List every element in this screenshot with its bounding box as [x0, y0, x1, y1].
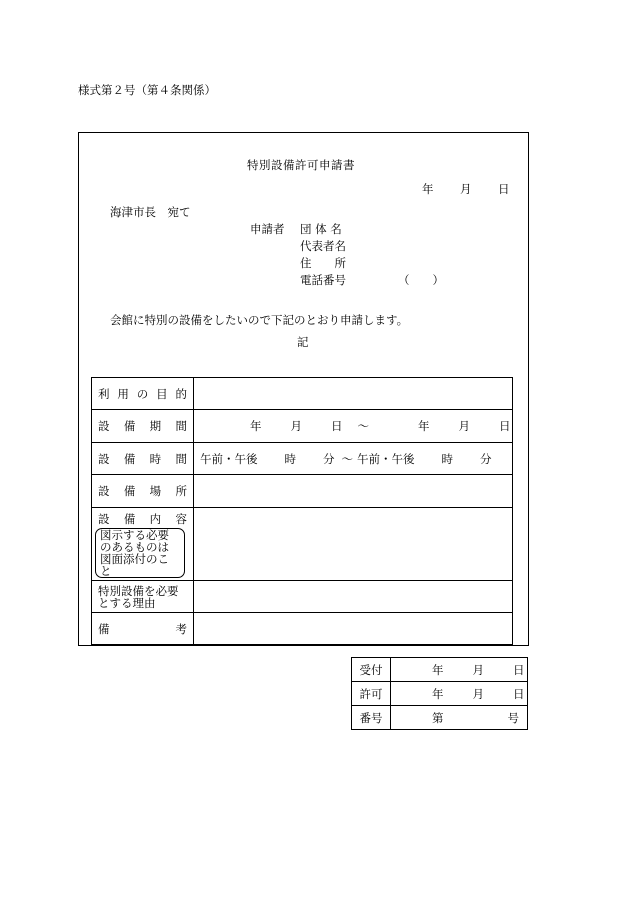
place-label [92, 483, 193, 499]
time-label [92, 451, 193, 467]
receipt-table [351, 657, 528, 730]
place-label-cell [92, 475, 194, 508]
time-label-char: 設 [98, 451, 110, 466]
content-label-char: 備 [123, 512, 136, 526]
period-start-month: 月 [290, 419, 302, 433]
period-label [92, 418, 193, 434]
permit-month: 月 [472, 686, 484, 701]
content-value-cell[interactable] [194, 508, 513, 581]
date-year-label: 年 [422, 182, 434, 196]
permit-label: 許可 [352, 682, 391, 706]
application-statement: 会館に特別の設備をしたいので下記のとおり申請します。 [110, 313, 409, 327]
period-label-char: 設 [98, 419, 110, 433]
place-value-cell[interactable] [194, 475, 513, 508]
time-start-ampm: 午前・午後 [200, 451, 258, 466]
period-label-cell [92, 410, 194, 443]
permit-day: 日 [513, 686, 525, 701]
period-tilde: ～ [357, 419, 369, 433]
place-label-char: 場 [149, 484, 162, 498]
received-day: 日 [513, 662, 525, 677]
period-label-char: 間 [175, 419, 187, 433]
time-end-minute: 分 [480, 451, 492, 466]
date-day-label: 日 [498, 182, 510, 196]
place-label-char: 設 [98, 484, 110, 498]
period-start-year: 年 [250, 419, 262, 433]
remarks-label [92, 621, 193, 637]
received-label: 受付 [352, 658, 391, 682]
place-label-char: 備 [123, 484, 136, 498]
purpose-label [92, 386, 193, 402]
reason-label-cell [92, 581, 194, 613]
purpose-value-cell[interactable] [194, 378, 513, 410]
period-value-cell[interactable] [194, 410, 513, 443]
application-table [91, 377, 513, 645]
number-label: 番号 [352, 706, 391, 730]
time-tilde: ～ [341, 451, 353, 466]
purpose-label-char: 目 [156, 386, 168, 401]
number-row [352, 706, 528, 730]
remarks-label-char: 備 [98, 621, 110, 636]
place-row [92, 475, 513, 508]
content-label-char: 内 [149, 512, 162, 526]
period-end-month: 月 [458, 419, 470, 433]
number-go: 号 [507, 710, 519, 725]
purpose-label-char: 利 [98, 386, 110, 401]
content-label-cell [92, 508, 194, 581]
form-title: 特別設備許可申請書 [247, 158, 355, 172]
time-label-char: 間 [175, 451, 187, 466]
org-name-label: 団 体 名 [300, 222, 342, 236]
content-label-char: 設 [98, 512, 110, 526]
phone-parentheses: （ ） [398, 273, 444, 287]
reason-label: 特別設備を必要とする理由 [98, 583, 179, 610]
reason-row [92, 581, 513, 613]
purpose-label-char: 用 [117, 386, 129, 401]
period-end-year: 年 [418, 419, 430, 433]
purpose-label-char: 的 [175, 386, 187, 401]
purpose-row [92, 378, 513, 410]
remarks-label-char: 考 [175, 621, 187, 636]
purpose-label-cell [92, 378, 194, 410]
permit-row [352, 682, 528, 706]
content-label [92, 511, 193, 527]
applicant-label: 申請者 [250, 222, 285, 236]
time-value-cell[interactable] [194, 443, 513, 475]
received-date-cell[interactable] [391, 658, 528, 682]
phone-label: 電話番号 [300, 273, 346, 287]
time-label-char: 時 [149, 451, 162, 466]
remarks-value-cell[interactable] [194, 613, 513, 645]
time-end-hour: 時 [441, 451, 453, 466]
time-end-ampm: 午前・午後 [357, 451, 415, 466]
received-row [352, 658, 528, 682]
representative-label: 代表者名 [300, 239, 346, 253]
time-start-minute: 分 [323, 451, 335, 466]
time-row [92, 443, 513, 475]
number-dai: 第 [432, 710, 444, 725]
purpose-label-char: の [136, 386, 149, 401]
remarks-label-cell [92, 613, 194, 645]
period-label-char: 備 [123, 419, 136, 433]
form-number: 様式第２号（第４条関係） [78, 83, 216, 97]
period-start-day: 日 [331, 419, 343, 433]
addressee: 海津市長 宛て [110, 205, 191, 219]
time-label-char: 備 [123, 451, 136, 466]
permit-date-cell[interactable] [391, 682, 528, 706]
received-year: 年 [432, 662, 444, 677]
received-month: 月 [472, 662, 484, 677]
date-month-label: 月 [460, 182, 472, 196]
content-row [92, 508, 513, 581]
content-note: 図示する必要のあるものは図面添付のこと [95, 528, 185, 578]
ki-label: 記 [297, 335, 309, 349]
place-label-char: 所 [175, 484, 187, 498]
period-end-day: 日 [499, 419, 511, 433]
permit-year: 年 [432, 686, 444, 701]
time-label-cell [92, 443, 194, 475]
time-start-hour: 時 [284, 451, 296, 466]
address-label: 住 所 [300, 256, 346, 270]
content-label-char: 容 [175, 512, 187, 526]
remarks-row [92, 613, 513, 645]
number-cell[interactable] [391, 706, 528, 730]
period-row [92, 410, 513, 443]
period-label-char: 期 [149, 419, 162, 433]
reason-value-cell[interactable] [194, 581, 513, 613]
